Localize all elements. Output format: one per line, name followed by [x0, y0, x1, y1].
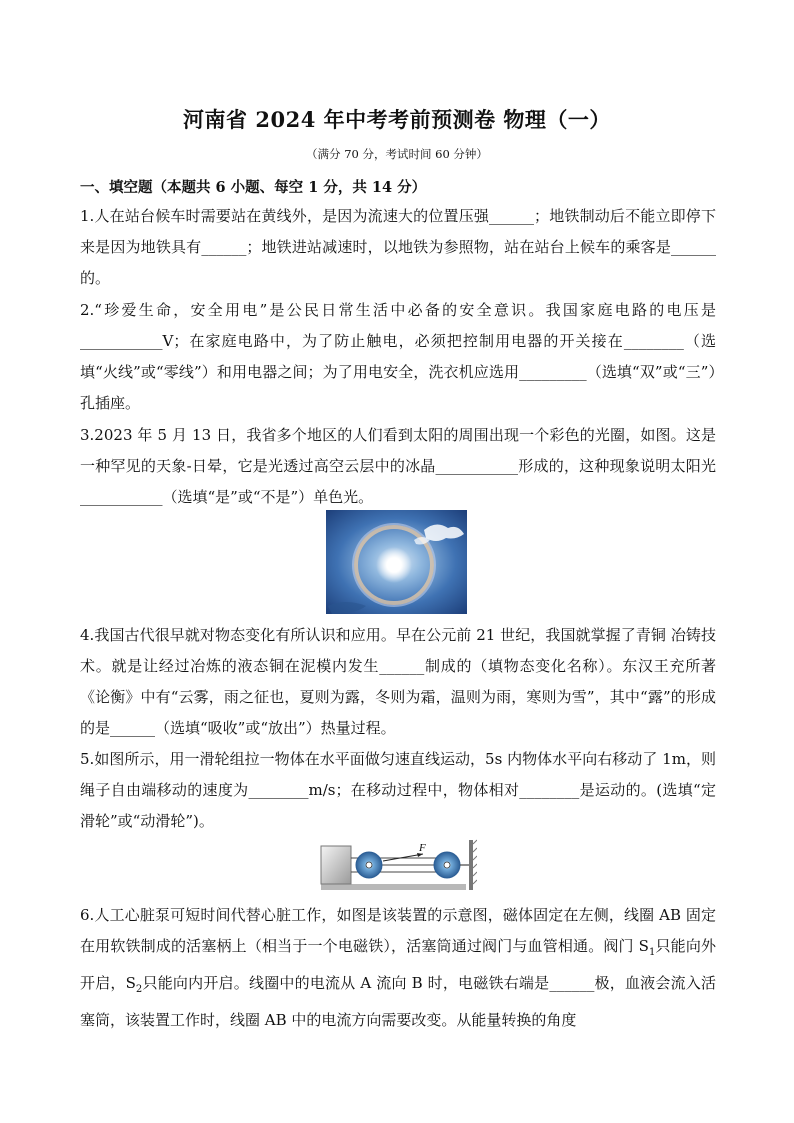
question-3: 3.2023 年 5 月 13 日，我省多个地区的人们看到太阳的周围出现一个彩色的光圈，如图。这是一种罕见的天象-日晕，它是光透过高空云层中的冰晶___________形成的，这种现象说明太阳光___________（选填“是”或“不是”）单色光。 [80, 426, 716, 506]
question-4: 4.我国古代很早就对物态变化有所认识和应用。早在公元前 21 世纪，我国就掌握了青铜 冶铸技术。就是让经过冶炼的液态铜在泥模内发生______制成的（填物态变化名称）。东汉王充所著《论衡》中有“云雾，雨之征也，夏则为露，冬则为霜，温则为雨，寒则为雪”，其中“露”的形成的是______（选填“吸收”或“放出”）热量过程。 [80, 626, 716, 737]
question-1: 1.人在站台候车时需要站在黄线外，是因为流速大的位置压强______；地铁制动后不能立即停下来是因为地铁具有______；地铁进站减速时，以地铁为参照物，站在站台上候车的乘客是______的。 [80, 207, 716, 287]
question-6 [80, 900, 716, 1036]
question-6-part-b: 只能向外开启，S [80, 937, 716, 992]
exam-subtitle: （满分 70 分，考试时间 60 分钟） [306, 147, 488, 161]
question-2: 2.“珍爱生命，安全用电”是公民日常生活中必备的安全意识。我国家庭电路的电压是___________V；在家庭电路中，为了防止触电，必须把控制用电器的开关接在________（选填“火线”或“零线”）和用电器之间；为了用电安全，洗衣机应选用_________（选填“双”或“三”）孔插座。 [80, 301, 716, 412]
exam-title: 河南省 2024 年中考考前预测卷 物理（一） [183, 107, 611, 132]
force-label: F [419, 842, 426, 854]
sun-halo-photo-icon [326, 510, 467, 614]
section-heading-fill-in: 一、填空题（本题共 6 小题、每空 1 分，共 14 分） [80, 179, 427, 196]
question-6-part-c: 只能向内开启。线圈中的电流从 A 流向 B 时，电磁铁右端是______极，血液会流入活塞筒，该装置工作时，线圈 AB 中的电流方向需要改变。从能量转换的角度 [80, 974, 717, 1029]
valve-s1-subscript: 1 [648, 947, 656, 958]
valve-s2-subscript: 2 [135, 984, 143, 995]
pulley-system-diagram-icon [319, 838, 477, 894]
question-6-part-a: 6.人工心脏泵可短时间代替心脏工作，如图是该装置的示意图，磁体固定在左侧，线圈 AB 固定在用软铁制成的活塞柄上（相当于一个电磁铁），活塞筒通过阀门与血管相通。阀门 S [80, 906, 716, 955]
question-5: 5.如图所示，用一滑轮组拉一物体在水平面做匀速直线运动，5s 内物体水平向右移动了 1m，则绳子自由端移动的速度为________m/s；在移动过程中，物体相对________是运动的。(选填“定滑轮”或“动滑轮”)。 [80, 750, 716, 830]
